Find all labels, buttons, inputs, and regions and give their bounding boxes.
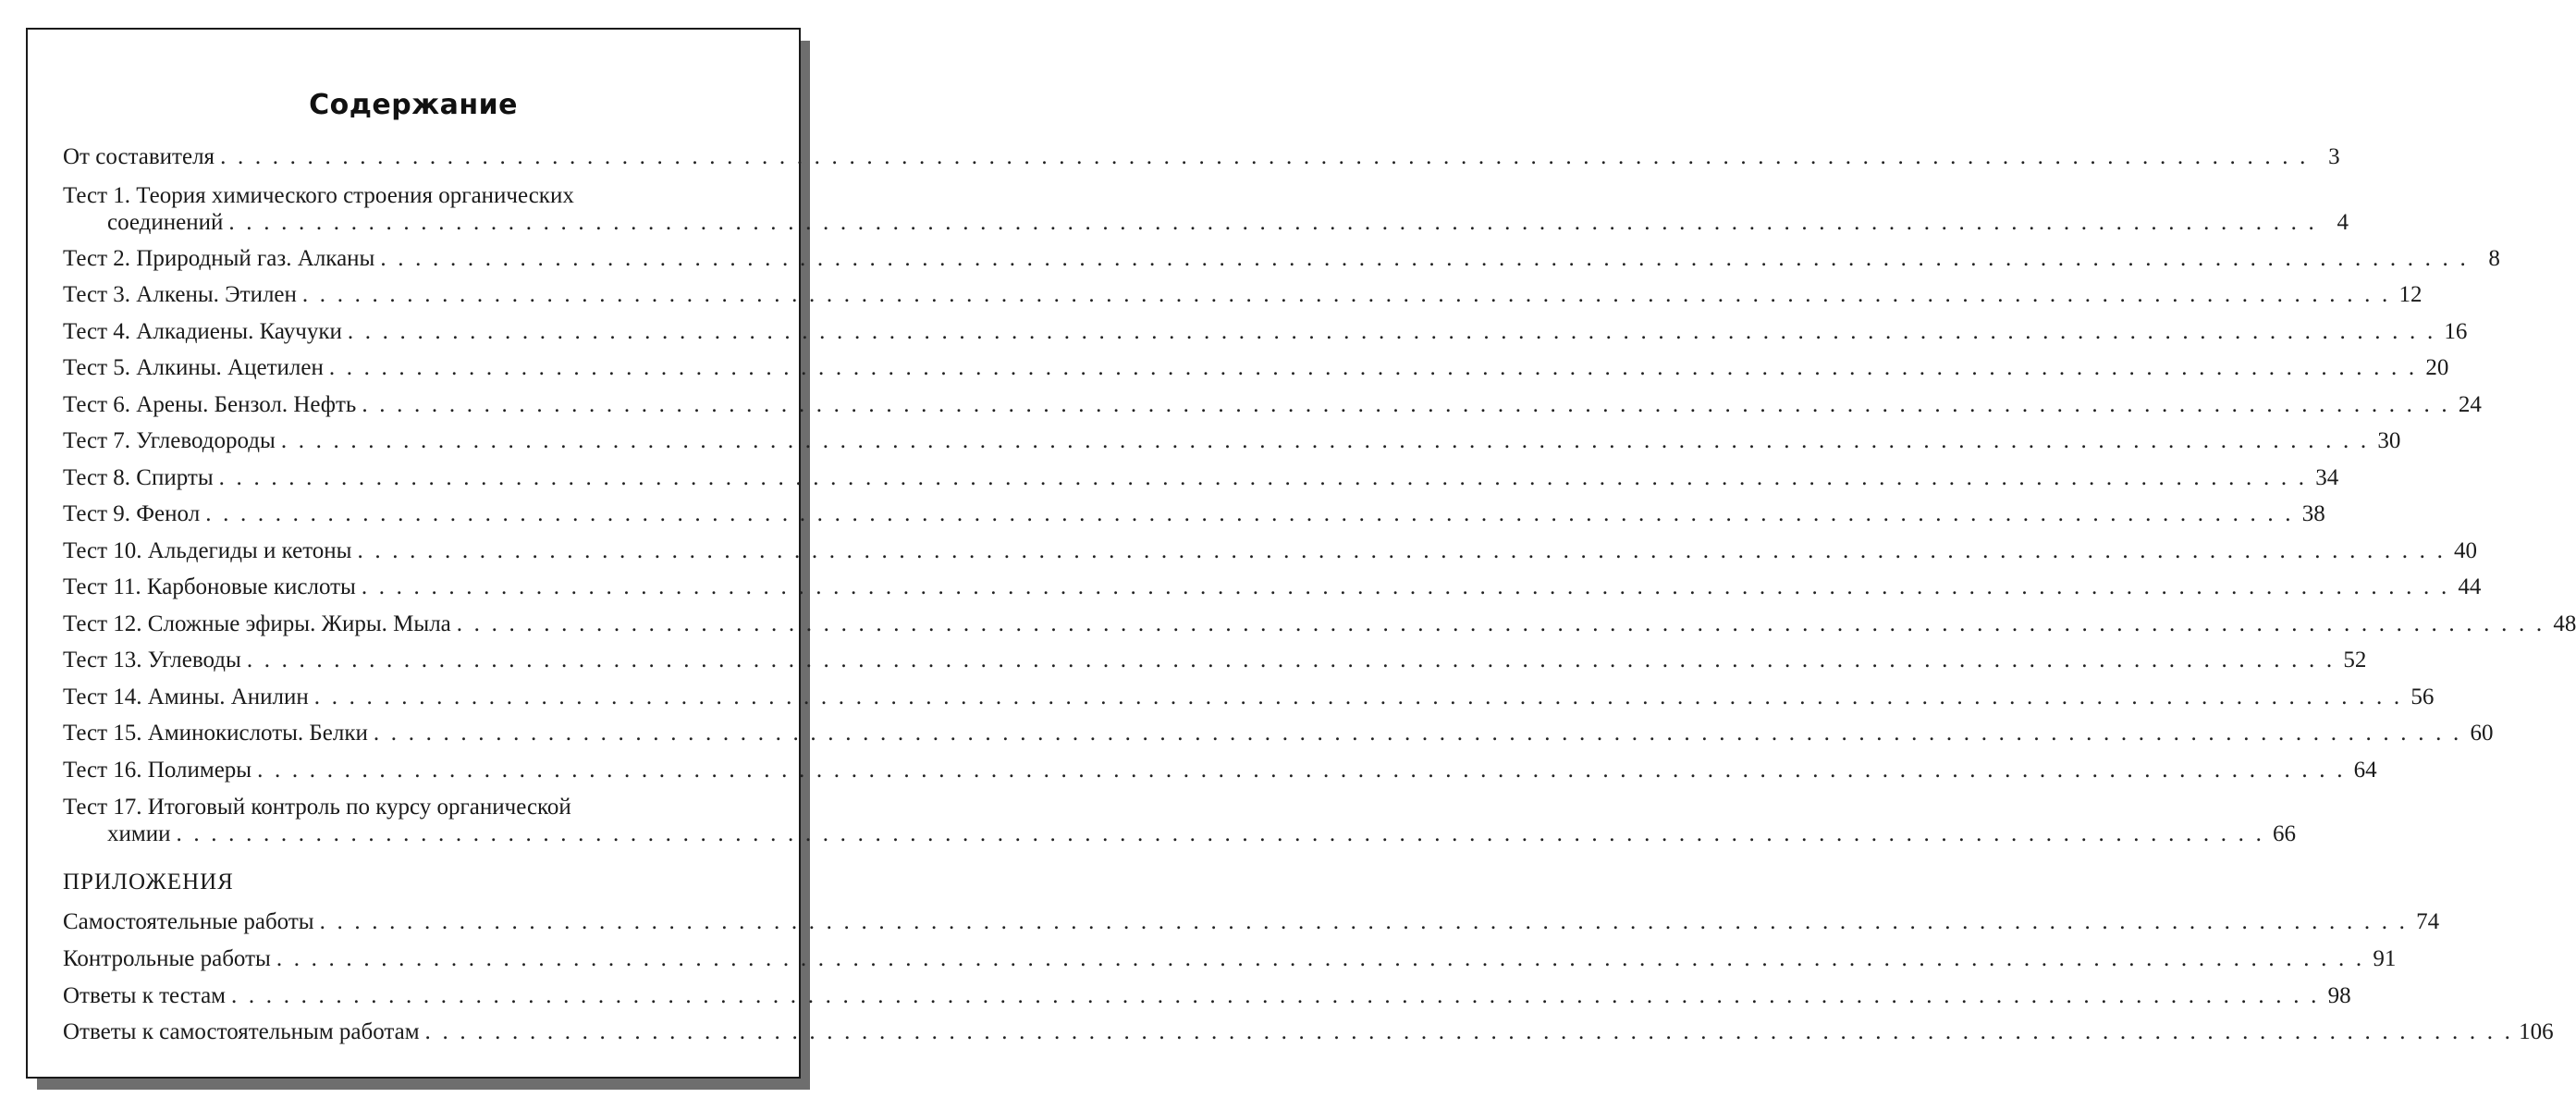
toc-entry [63,391,2482,418]
toc-entry-title: соединений [107,210,224,235]
dot-leader: . . . . . . . . . . . . . . . . . . . . . . . . . . . . . . . . . . . . . . . . . . . . . . . . . . . . . . . . . . . . . . . . . . . . . . . . . . . . . . . . . . . . . . . . . . . . . . . . . . . . . . . . . . . . . . . . . . . . . . . . [380,246,2469,271]
toc-entry-row [63,908,2440,935]
toc-entry-title: Тест 7. Углеводороды [63,428,276,453]
toc-entry-row [63,318,2468,345]
dot-leader: . . . . . . . . . . . . . . . . . . . . . . . . . . . . . . . . . . . . . . . . . . . . . . . . . . . . . . . . . . . . . . . . . . . . . . . . . . . . . . . . . . . . . . . . . . . . . . . . . . . . . . . . . . . . . . . . . . . . . . . . [220,144,2309,169]
dot-leader: . . . . . . . . . . . . . . . . . . . . . . . . . . . . . . . . . . . . . . . . . . . . . . . . . . . . . . . . . . . . . . . . . . . . . . . . . . . . . . . . . . . . . . . . . . . . . . . . . . . . . . . . . . . . . . . . . . . . . . . . [456,611,2545,636]
dot-leader: . . . . . . . . . . . . . . . . . . . . . . . . . . . . . . . . . . . . . . . . . . . . . . . . . . . . . . . . . . . . . . . . . . . . . . . . . . . . . . . . . . . . . . . . . . . . . . . . . . . . . . . . . . . . . . . . . . . . . . . . [280,428,2370,453]
toc-entry [63,684,2435,710]
toc-entry [63,245,2500,272]
toc-page-number: 16 [2444,319,2468,344]
appendix-heading: ПРИЛОЖЕНИЯ [63,870,234,894]
toc-entry [63,537,2478,564]
toc-entry [63,1018,2554,1045]
toc-entry [63,354,2449,381]
toc-page-number: 3 [2328,144,2340,169]
toc-entry-row [63,537,2478,564]
toc-entry-title: Тест 8. Спирты [63,465,214,490]
toc-entry [63,647,2367,673]
toc-entry [63,720,2494,746]
dot-leader: . . . . . . . . . . . . . . . . . . . . . . . . . . . . . . . . . . . . . . . . . . . . . . . . . . . . . . . . . . . . . . . . . . . . . . . . . . . . . . . . . . . . . . . . . . . . . . . . . . . . . . . . . . . . . . . . . . . . . . . . [231,983,2320,1008]
toc-entry-title: Тест 9. Фенол [63,501,201,526]
toc-page-number: 12 [2398,282,2423,307]
toc-entry-title: Тест 5. Алкины. Ацетилен [63,355,324,380]
toc-entry-row [63,982,2351,1009]
dot-leader: . . . . . . . . . . . . . . . . . . . . . . . . . . . . . . . . . . . . . . . . . . . . . . . . . . . . . . . . . . . . . . . . . . . . . . . . . . . . . . . . . . . . . . . . . . . . . . . . . . . . . . . . . . . . . . . . . . . . . . . . [228,210,2317,235]
toc-page-number: 56 [2410,684,2435,709]
toc-page-number: 38 [2301,501,2325,526]
toc-entry-title: Самостоятельные работы [63,909,314,934]
toc-page-number: 44 [2458,574,2482,599]
dot-leader: . . . . . . . . . . . . . . . . . . . . . . . . . . . . . . . . . . . . . . . . . . . . . . . . . . . . . . . . . . . . . . . . . . . . . . . . . . . . . . . . . . . . . . . . . . . . . . . . . . . . . . . . . . . . . . . . . . . . . . . . [319,909,2409,934]
toc-entry [63,908,2440,935]
toc-page-number: 64 [2353,758,2377,783]
toc-entry-title: Контрольные работы [63,946,271,971]
toc-entry-title: Тест 13. Углеводы [63,648,241,672]
toc-entry [63,757,2377,783]
toc-entry [63,182,2349,236]
toc-entry-title: Тест 14. Амины. Анилин [63,684,309,709]
toc-entry-row [63,427,2401,454]
toc-entry [63,318,2468,345]
dot-leader: . . . . . . . . . . . . . . . . . . . . . . . . . . . . . . . . . . . . . . . . . . . . . . . . . . . . . . . . . . . . . . . . . . . . . . . . . . . . . . . . . . . . . . . . . . . . . . . . . . . . . . . . . . . . . . . . . . . . . . . . [357,538,2447,563]
toc-entry-first-line: Тест 1. Теория химического строения органических [63,183,574,208]
toc-entry-row [63,281,2423,308]
toc-entry-first-line: Тест 17. Итоговый контроль по курсу органической [63,795,571,820]
dot-leader: . . . . . . . . . . . . . . . . . . . . . . . . . . . . . . . . . . . . . . . . . . . . . . . . . . . . . . . . . . . . . . . . . . . . . . . . . . . . . . . . . . . . . . . . . . . . . . . . . . . . . . . . . . . . . . . . . . . . . . . . [205,501,2294,526]
toc-page-number: 30 [2377,428,2401,453]
toc-entry-row [63,1018,2554,1045]
dot-leader: . . . . . . . . . . . . . . . . . . . . . . . . . . . . . . . . . . . . . . . . . . . . . . . . . . . . . . . . . . . . . . . . . . . . . . . . . . . . . . . . . . . . . . . . . . . . . . . . . . . . . . . . . . . . . . . . . . . . . . . . [246,648,2336,672]
toc-entry-title: Ответы к самостоятельным работам [63,1019,420,1044]
toc-entry-row [63,610,2576,637]
toc-page-number: 60 [2470,721,2494,746]
toc-entry [63,794,2297,847]
toc-entry-row [63,391,2482,418]
toc-entry-row [63,245,2500,272]
toc-page-number: 74 [2416,909,2440,934]
toc-entry-title: От составителя [63,144,215,169]
dot-leader: . . . . . . . . . . . . . . . . . . . . . . . . . . . . . . . . . . . . . . . . . . . . . . . . . . . . . . . . . . . . . . . . . . . . . . . . . . . . . . . . . . . . . . . . . . . . . . . . . . . . . . . . . . . . . . . . . . . . . . . . [313,684,2403,709]
toc-page-number: 106 [2519,1019,2554,1044]
dot-leader: . . . . . . . . . . . . . . . . . . . . . . . . . . . . . . . . . . . . . . . . . . . . . . . . . . . . . . . . . . . . . . . . . . . . . . . . . . . . . . . . . . . . . . . . . . . . . . . . . . . . . . . . . . . . . . . . . . . . . . . . [347,319,2436,344]
dot-leader: . . . . . . . . . . . . . . . . . . . . . . . . . . . . . . . . . . . . . . . . . . . . . . . . . . . . . . . . . . . . . . . . . . . . . . . . . . . . . . . . . . . . . . . . . . . . . . . . . . . . . . . . . . . . . . . . . . . . . . . . [176,821,2265,846]
dot-leader: . . . . . . . . . . . . . . . . . . . . . . . . . . . . . . . . . . . . . . . . . . . . . . . . . . . . . . . . . . . . . . . . . . . . . . . . . . . . . . . . . . . . . . . . . . . . . . . . . . . . . . . . . . . . . . . . . . . . . . . . [361,574,2450,599]
toc-page-number: 24 [2458,392,2482,417]
toc-entry-row [63,500,2325,527]
toc-entry-title: Тест 16. Полимеры [63,758,252,783]
toc-entry-title: Тест 4. Алкадиены. Каучуки [63,319,342,344]
dot-leader: . . . . . . . . . . . . . . . . . . . . . . . . . . . . . . . . . . . . . . . . . . . . . . . . . . . . . . . . . . . . . . . . . . . . . . . . . . . . . . . . . . . . . . . . . . . . . . . . . . . . . . . . . . . . . . . . . . . . . . . . [276,946,2365,971]
toc-entry-title: Тест 3. Алкены. Этилен [63,282,297,307]
toc-entry [63,281,2423,308]
toc-entry [63,143,2340,170]
toc-entry-row [63,354,2449,381]
dot-leader: . . . . . . . . . . . . . . . . . . . . . . . . . . . . . . . . . . . . . . . . . . . . . . . . . . . . . . . . . . . . . . . . . . . . . . . . . . . . . . . . . . . . . . . . . . . . . . . . . . . . . . . . . . . . . . . . . . . . . . . . [373,721,2462,746]
toc-page-number: 40 [2454,538,2478,563]
toc-entry-row [63,945,2397,972]
page-title: Содержание [309,89,518,121]
toc-entry-title: Тест 10. Альдегиды и кетоны [63,538,352,563]
toc-entry-row [63,647,2367,673]
dot-leader: . . . . . . . . . . . . . . . . . . . . . . . . . . . . . . . . . . . . . . . . . . . . . . . . . . . . . . . . . . . . . . . . . . . . . . . . . . . . . . . . . . . . . . . . . . . . . . . . . . . . . . . . . . . . . . . . . . . . . . . . [301,282,2391,307]
toc-entry-title: Тест 11. Карбоновые кислоты [63,574,356,599]
dot-leader: . . . . . . . . . . . . . . . . . . . . . . . . . . . . . . . . . . . . . . . . . . . . . . . . . . . . . . . . . . . . . . . . . . . . . . . . . . . . . . . . . . . . . . . . . . . . . . . . . . . . . . . . . . . . . . . . . . . . . . . . [362,392,2450,417]
toc-entry-row [63,464,2339,491]
toc-page-number: 52 [2343,648,2367,672]
toc-entry-title: Тест 15. Аминокислоты. Белки [63,721,368,746]
toc-entry [63,945,2397,972]
toc-entry [63,610,2576,637]
toc-page-number: 8 [2488,246,2500,271]
toc-page-number: 34 [2315,465,2339,490]
toc-entry-row [63,720,2494,746]
toc-entry-title: Ответы к тестам [63,983,226,1008]
toc-entry-title: Тест 2. Природный газ. Алканы [63,246,375,271]
toc-entry-row [63,757,2377,783]
toc-page-number: 98 [2327,983,2351,1008]
toc-entry [63,982,2351,1009]
toc-page-number: 48 [2553,611,2576,636]
toc-entry-title: химии [107,821,171,846]
dot-leader: . . . . . . . . . . . . . . . . . . . . . . . . . . . . . . . . . . . . . . . . . . . . . . . . . . . . . . . . . . . . . . . . . . . . . . . . . . . . . . . . . . . . . . . . . . . . . . . . . . . . . . . . . . . . . . . . . . . . . . . . [424,1019,2514,1044]
toc-entry-row [63,143,2340,170]
dot-leader: . . . . . . . . . . . . . . . . . . . . . . . . . . . . . . . . . . . . . . . . . . . . . . . . . . . . . . . . . . . . . . . . . . . . . . . . . . . . . . . . . . . . . . . . . . . . . . . . . . . . . . . . . . . . . . . . . . . . . . . . [218,465,2308,490]
toc-entry-title: Тест 12. Сложные эфиры. Жиры. Мыла [63,611,451,636]
toc-page-number: 4 [2337,210,2349,235]
dot-leader: . . . . . . . . . . . . . . . . . . . . . . . . . . . . . . . . . . . . . . . . . . . . . . . . . . . . . . . . . . . . . . . . . . . . . . . . . . . . . . . . . . . . . . . . . . . . . . . . . . . . . . . . . . . . . . . . . . . . . . . . [257,758,2346,783]
toc-page-number: 91 [2373,946,2397,971]
toc-entry-row [63,574,2482,600]
contents-page [26,28,2576,1079]
toc-page-number: 20 [2425,355,2449,380]
toc-entry-row [63,820,2297,847]
toc-entry [63,500,2325,527]
toc-page-number: 66 [2273,821,2297,846]
toc-entry [63,464,2339,491]
toc-entry-row [63,684,2435,710]
dot-leader: . . . . . . . . . . . . . . . . . . . . . . . . . . . . . . . . . . . . . . . . . . . . . . . . . . . . . . . . . . . . . . . . . . . . . . . . . . . . . . . . . . . . . . . . . . . . . . . . . . . . . . . . . . . . . . . . . . . . . . . . [328,355,2418,380]
toc-entry [63,574,2482,600]
toc-entry-row [63,209,2349,236]
toc-entry-title: Тест 6. Арены. Бензол. Нефть [63,392,357,417]
toc-entry [63,427,2401,454]
